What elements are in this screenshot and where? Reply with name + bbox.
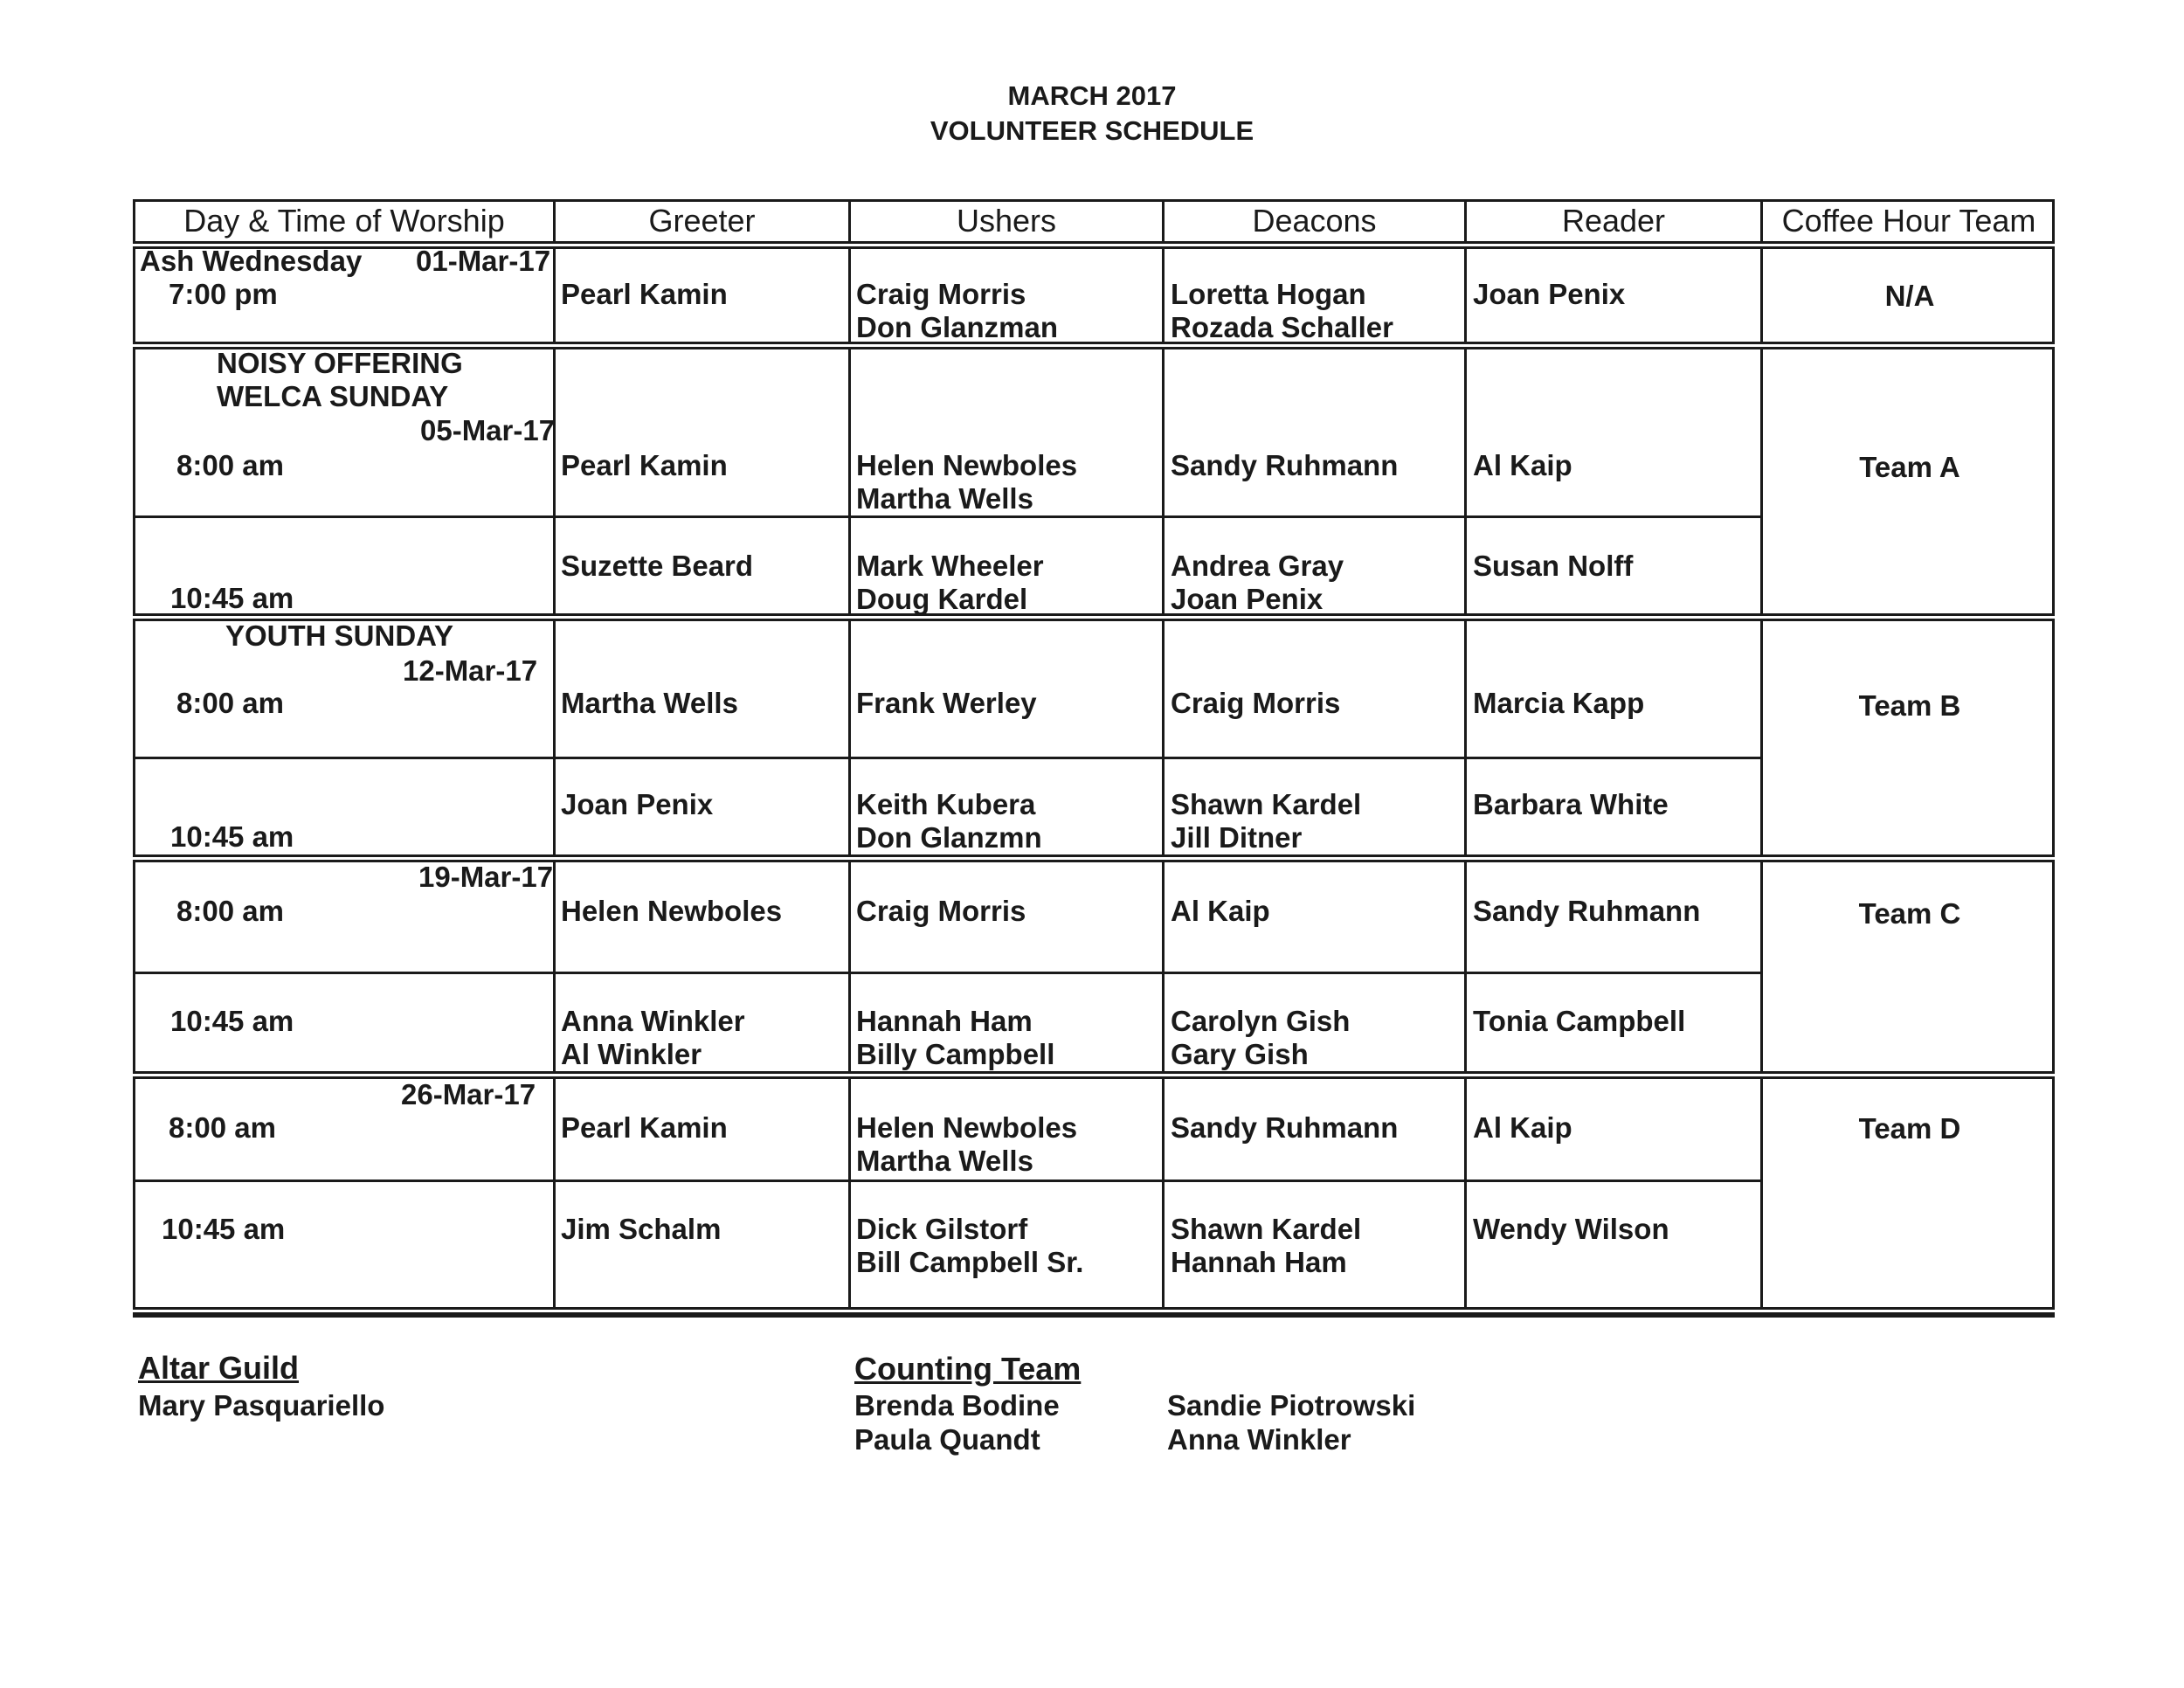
deacon-name: Jill Ditner bbox=[1171, 821, 1303, 854]
greeter-name: Anna Winkler bbox=[561, 1005, 745, 1037]
row-separator bbox=[133, 972, 1763, 974]
header-day-time: Day & Time of Worship bbox=[183, 203, 505, 239]
deacon-name: Loretta Hogan bbox=[1171, 278, 1366, 310]
greeter-name: Joan Penix bbox=[561, 788, 714, 820]
time-label: 7:00 pm bbox=[169, 278, 278, 310]
deacon-name: Shawn Kardel bbox=[1171, 788, 1362, 820]
usher-name: Don Glanzmn bbox=[856, 821, 1042, 854]
deacon-name: Sandy Ruhmann bbox=[1171, 449, 1399, 481]
coffee-team: Team D bbox=[1858, 1112, 1961, 1145]
deacon-name: Gary Gish bbox=[1171, 1038, 1309, 1070]
usher-name: Craig Morris bbox=[856, 895, 1026, 927]
usher-name: Hannah Ham bbox=[856, 1005, 1033, 1037]
reader-name: Wendy Wilson bbox=[1473, 1213, 1669, 1245]
date-label: 05-Mar-17 bbox=[420, 414, 556, 446]
deacon-name: Carolyn Gish bbox=[1171, 1005, 1351, 1037]
usher-name: Craig Morris bbox=[856, 278, 1026, 310]
service-note: NOISY OFFERING bbox=[217, 347, 463, 379]
counting-team-heading: Counting Team bbox=[854, 1351, 1082, 1387]
deacon-name: Andrea Gray bbox=[1171, 550, 1344, 582]
date-label: 01-Mar-17 bbox=[416, 245, 551, 277]
coffee-team: N/A bbox=[1884, 280, 1935, 312]
usher-name: Mark Wheeler bbox=[856, 550, 1044, 582]
reader-name: Al Kaip bbox=[1473, 1111, 1572, 1144]
usher-name: Frank Werley bbox=[856, 687, 1037, 719]
time-label: 8:00 am bbox=[176, 895, 284, 927]
greeter-name: Al Winkler bbox=[561, 1038, 702, 1070]
row-separator bbox=[133, 757, 1763, 759]
header-coffee-hour-team: Coffee Hour Team bbox=[1781, 203, 2036, 239]
usher-name: Keith Kubera bbox=[856, 788, 1036, 820]
service-note: WELCA SUNDAY bbox=[217, 380, 449, 412]
greeter-name: Jim Schalm bbox=[561, 1213, 722, 1245]
counting-team-member: Paula Quandt bbox=[854, 1423, 1040, 1456]
deacon-name: Shawn Kardel bbox=[1171, 1213, 1362, 1245]
counting-team-member: Brenda Bodine bbox=[854, 1389, 1060, 1422]
reader-name: Joan Penix bbox=[1473, 278, 1626, 310]
time-label: 10:45 am bbox=[170, 1005, 294, 1037]
service-note: YOUTH SUNDAY bbox=[225, 619, 453, 652]
reader-name: Sandy Ruhmann bbox=[1473, 895, 1701, 927]
counting-team-member: Anna Winkler bbox=[1167, 1423, 1351, 1456]
greeter-name: Suzette Beard bbox=[561, 550, 754, 582]
usher-name: Helen Newboles bbox=[856, 449, 1078, 481]
deacon-name: Joan Penix bbox=[1171, 583, 1324, 615]
day-label: Ash Wednesday bbox=[140, 245, 363, 277]
usher-name: Bill Campbell Sr. bbox=[856, 1246, 1084, 1278]
date-label: 19-Mar-17 bbox=[418, 861, 554, 893]
usher-name: Billy Campbell bbox=[856, 1038, 1055, 1070]
deacon-name: Craig Morris bbox=[1171, 687, 1341, 719]
deacon-name: Rozada Schaller bbox=[1171, 311, 1393, 343]
time-label: 8:00 am bbox=[176, 687, 284, 719]
deacon-name: Al Kaip bbox=[1171, 895, 1270, 927]
altar-guild-member: Mary Pasquariello bbox=[138, 1389, 385, 1422]
reader-name: Marcia Kapp bbox=[1473, 687, 1645, 719]
greeter-name: Helen Newboles bbox=[561, 895, 783, 927]
greeter-name: Pearl Kamin bbox=[561, 278, 728, 310]
usher-name: Martha Wells bbox=[856, 1145, 1033, 1177]
time-label: 10:45 am bbox=[162, 1213, 286, 1245]
header-deacons: Deacons bbox=[1252, 203, 1377, 239]
schedule-title: VOLUNTEER SCHEDULE bbox=[930, 115, 1254, 146]
coffee-team: Team B bbox=[1858, 689, 1961, 722]
header-greeter: Greeter bbox=[648, 203, 756, 239]
coffee-team: Team A bbox=[1859, 451, 1960, 483]
time-label: 8:00 am bbox=[169, 1111, 276, 1144]
reader-name: Susan Nolff bbox=[1473, 550, 1634, 582]
row-separator bbox=[133, 1180, 1763, 1182]
deacon-name: Sandy Ruhmann bbox=[1171, 1111, 1399, 1144]
reader-name: Barbara White bbox=[1473, 788, 1669, 820]
schedule-month-title: MARCH 2017 bbox=[1007, 80, 1177, 111]
deacon-name: Hannah Ham bbox=[1171, 1246, 1347, 1278]
usher-name: Martha Wells bbox=[856, 482, 1033, 515]
block-separator bbox=[133, 1307, 2055, 1315]
greeter-name: Martha Wells bbox=[561, 687, 738, 719]
header-ushers: Ushers bbox=[956, 203, 1057, 239]
reader-name: Tonia Campbell bbox=[1473, 1005, 1686, 1037]
row-separator bbox=[133, 515, 1763, 518]
usher-name: Dick Gilstorf bbox=[856, 1213, 1028, 1245]
usher-name: Helen Newboles bbox=[856, 1111, 1078, 1144]
header-reader: Reader bbox=[1561, 203, 1666, 239]
counting-team-member: Sandie Piotrowski bbox=[1167, 1389, 1416, 1422]
date-label: 26-Mar-17 bbox=[401, 1078, 536, 1110]
time-label: 10:45 am bbox=[170, 820, 294, 853]
greeter-name: Pearl Kamin bbox=[561, 449, 728, 481]
altar-guild-heading: Altar Guild bbox=[138, 1350, 300, 1386]
usher-name: Don Glanzman bbox=[856, 311, 1059, 343]
reader-name: Al Kaip bbox=[1473, 449, 1572, 481]
time-label: 8:00 am bbox=[176, 449, 284, 481]
greeter-name: Pearl Kamin bbox=[561, 1111, 728, 1144]
coffee-team: Team C bbox=[1858, 897, 1961, 930]
usher-name: Doug Kardel bbox=[856, 583, 1028, 615]
time-label: 10:45 am bbox=[170, 582, 294, 614]
date-label: 12-Mar-17 bbox=[403, 654, 538, 687]
